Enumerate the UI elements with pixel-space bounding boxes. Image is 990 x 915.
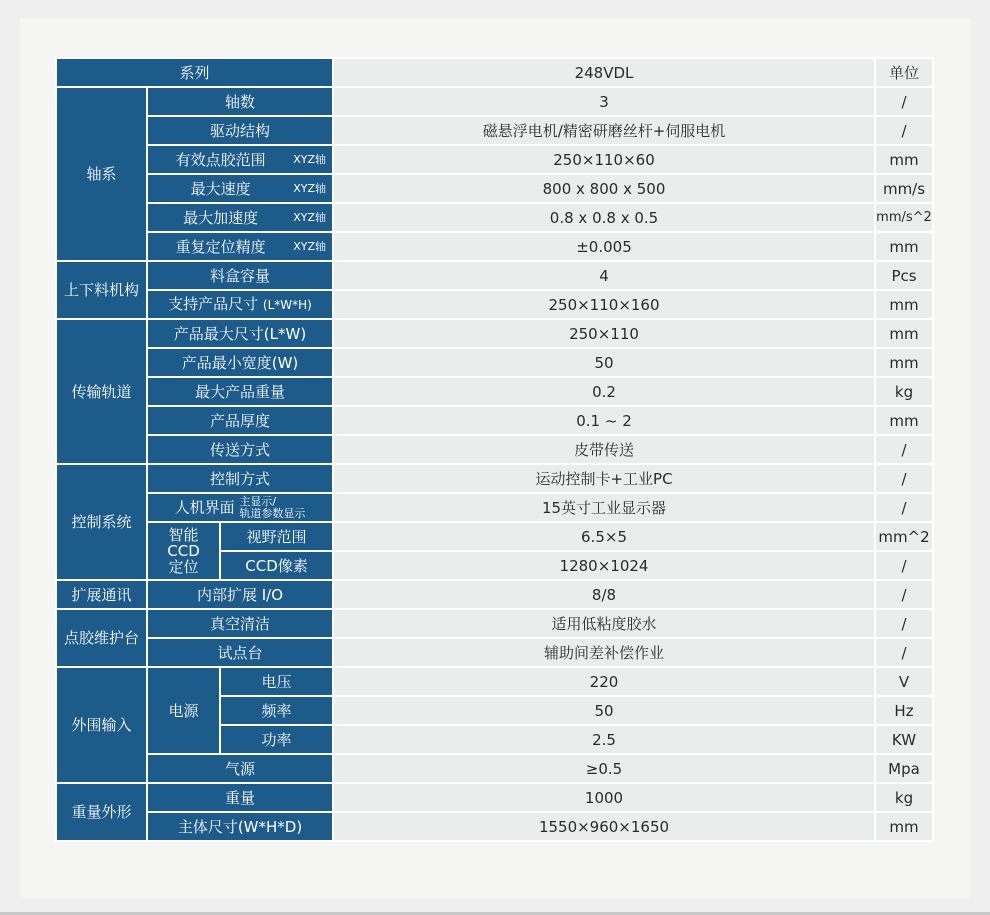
row-unit: mm/s^2 xyxy=(875,203,933,232)
group-label-expansion: 扩展通讯 xyxy=(56,580,147,609)
row-label xyxy=(147,493,333,522)
row-label xyxy=(147,232,333,261)
row-unit: / xyxy=(875,87,933,116)
row-unit: mm xyxy=(875,145,933,174)
table-row xyxy=(56,116,933,145)
group-label-input: 外围输入 xyxy=(56,667,147,783)
row-unit: mm^2 xyxy=(875,522,933,551)
table-row xyxy=(56,667,933,696)
row-label: 产品厚度 xyxy=(147,406,333,435)
group-label-control: 控制系统 xyxy=(56,464,147,580)
row-label: 传送方式 xyxy=(147,435,333,464)
table-row xyxy=(56,609,933,638)
row-unit: / xyxy=(875,116,933,145)
row-unit: / xyxy=(875,638,933,667)
ccd-line: CCD xyxy=(167,542,200,560)
row-label: 气源 xyxy=(147,754,333,783)
row-label xyxy=(147,145,333,174)
row-unit: / xyxy=(875,609,933,638)
row-label: 轴数 xyxy=(147,87,333,116)
table-row xyxy=(56,754,933,783)
row-label: 产品最小宽度(W) xyxy=(147,348,333,377)
row-value: 6.5×5 xyxy=(333,522,875,551)
row-label: 视野范围 xyxy=(220,522,333,551)
row-value: 0.2 xyxy=(333,377,875,406)
row-label: 试点台 xyxy=(147,638,333,667)
row-value: 15英寸工业显示器 xyxy=(333,493,875,522)
row-value: ±0.005 xyxy=(333,232,875,261)
row-unit: / xyxy=(875,435,933,464)
row-label: 最大产品重量 xyxy=(147,377,333,406)
table-row xyxy=(56,174,933,203)
row-qualifier: XYZ轴 xyxy=(293,152,326,166)
row-label-text: 支持产品尺寸 xyxy=(168,295,259,313)
unit-header: 单位 xyxy=(875,58,933,87)
table-row xyxy=(56,580,933,609)
row-unit: mm/s xyxy=(875,174,933,203)
row-value: 0.8 x 0.8 x 0.5 xyxy=(333,203,875,232)
row-value: 2.5 xyxy=(333,725,875,754)
row-value: 250×110×160 xyxy=(333,290,875,319)
group-label-axis: 轴系 xyxy=(56,87,147,261)
row-value: 250×110 xyxy=(333,319,875,348)
table-row xyxy=(56,145,933,174)
row-label: 真空清洁 xyxy=(147,609,333,638)
row-unit: mm xyxy=(875,348,933,377)
group-label-dimensions: 重量外形 xyxy=(56,783,147,841)
table-row xyxy=(56,464,933,493)
row-unit: mm xyxy=(875,319,933,348)
row-label: 功率 xyxy=(220,725,333,754)
spec-table xyxy=(55,57,934,842)
row-label-text: 人机界面 xyxy=(174,498,235,516)
row-value: 50 xyxy=(333,348,875,377)
row-value: 1000 xyxy=(333,783,875,812)
table-row xyxy=(56,319,933,348)
row-value: 4 xyxy=(333,261,875,290)
row-value: 0.1 ~ 2 xyxy=(333,406,875,435)
row-value: 1280×1024 xyxy=(333,551,875,580)
row-unit: Pcs xyxy=(875,261,933,290)
series-label: 系列 xyxy=(56,58,333,87)
ccd-line: 智能 xyxy=(168,526,199,544)
row-value: 皮带传送 xyxy=(333,435,875,464)
row-unit: / xyxy=(875,493,933,522)
row-value: ≥0.5 xyxy=(333,754,875,783)
row-unit: mm xyxy=(875,290,933,319)
row-unit: V xyxy=(875,667,933,696)
row-value: 50 xyxy=(333,696,875,725)
subgroup-label-ccd xyxy=(147,522,220,580)
row-label xyxy=(147,174,333,203)
row-value: 8/8 xyxy=(333,580,875,609)
qualifier-line: 轨道参数显示 xyxy=(239,506,306,520)
group-label-conveyor: 传输轨道 xyxy=(56,319,147,464)
table-header-row xyxy=(56,58,933,87)
table-row xyxy=(56,493,933,522)
row-value: 250×110×60 xyxy=(333,145,875,174)
row-value: 220 xyxy=(333,667,875,696)
qualifier-line: 主显示/ xyxy=(239,494,277,508)
model-name: 248VDL xyxy=(333,58,875,87)
row-qualifier: XYZ轴 xyxy=(293,210,326,224)
row-label: 控制方式 xyxy=(147,464,333,493)
table-row xyxy=(56,435,933,464)
row-unit: mm xyxy=(875,812,933,841)
table-row xyxy=(56,232,933,261)
row-qualifier: XYZ轴 xyxy=(293,181,326,195)
row-label: CCD像素 xyxy=(220,551,333,580)
row-label: 内部扩展 I/O xyxy=(147,580,333,609)
row-qualifier: XYZ轴 xyxy=(293,239,326,253)
table-row xyxy=(56,638,933,667)
group-label-loading: 上下料机构 xyxy=(56,261,147,319)
row-label: 电压 xyxy=(220,667,333,696)
row-unit: kg xyxy=(875,783,933,812)
table-row xyxy=(56,377,933,406)
row-label-text: 有效点胶范围 xyxy=(175,150,266,169)
table-row xyxy=(56,783,933,812)
table-row xyxy=(56,261,933,290)
row-label xyxy=(147,290,333,319)
row-label: 重量 xyxy=(147,783,333,812)
row-value: 辅助间差补偿作业 xyxy=(333,638,875,667)
row-label-text: 最大加速度 xyxy=(183,208,259,227)
row-unit: kg xyxy=(875,377,933,406)
table-row xyxy=(56,522,933,551)
row-value: 适用低粘度胶水 xyxy=(333,609,875,638)
row-qualifier: (L*W*H) xyxy=(262,298,312,312)
row-label: 频率 xyxy=(220,696,333,725)
row-label: 产品最大尺寸(L*W) xyxy=(147,319,333,348)
row-value: 3 xyxy=(333,87,875,116)
row-value: 磁悬浮电机/精密研磨丝杆+伺服电机 xyxy=(333,116,875,145)
row-label-text: 重复定位精度 xyxy=(175,237,266,256)
row-unit: KW xyxy=(875,725,933,754)
row-value: 运动控制卡+工业PC xyxy=(333,464,875,493)
row-unit: mm xyxy=(875,406,933,435)
row-unit: / xyxy=(875,580,933,609)
row-label-text: 最大速度 xyxy=(190,179,251,198)
row-unit: / xyxy=(875,551,933,580)
table-row xyxy=(56,406,933,435)
row-label: 驱动结构 xyxy=(147,116,333,145)
ccd-line: 定位 xyxy=(168,558,199,576)
row-unit: Mpa xyxy=(875,754,933,783)
table-row xyxy=(56,87,933,116)
row-unit: Hz xyxy=(875,696,933,725)
row-label: 料盒容量 xyxy=(147,261,333,290)
row-value: 800 x 800 x 500 xyxy=(333,174,875,203)
table-row xyxy=(56,290,933,319)
row-label xyxy=(147,203,333,232)
table-row xyxy=(56,203,933,232)
row-qualifier xyxy=(239,496,305,520)
row-unit: / xyxy=(875,464,933,493)
subgroup-label-power: 电源 xyxy=(147,667,220,754)
table-row xyxy=(56,812,933,841)
row-value: 1550×960×1650 xyxy=(333,812,875,841)
table-row xyxy=(56,348,933,377)
row-unit: mm xyxy=(875,232,933,261)
group-label-maintenance: 点胶维护台 xyxy=(56,609,147,667)
row-label: 主体尺寸(W*H*D) xyxy=(147,812,333,841)
